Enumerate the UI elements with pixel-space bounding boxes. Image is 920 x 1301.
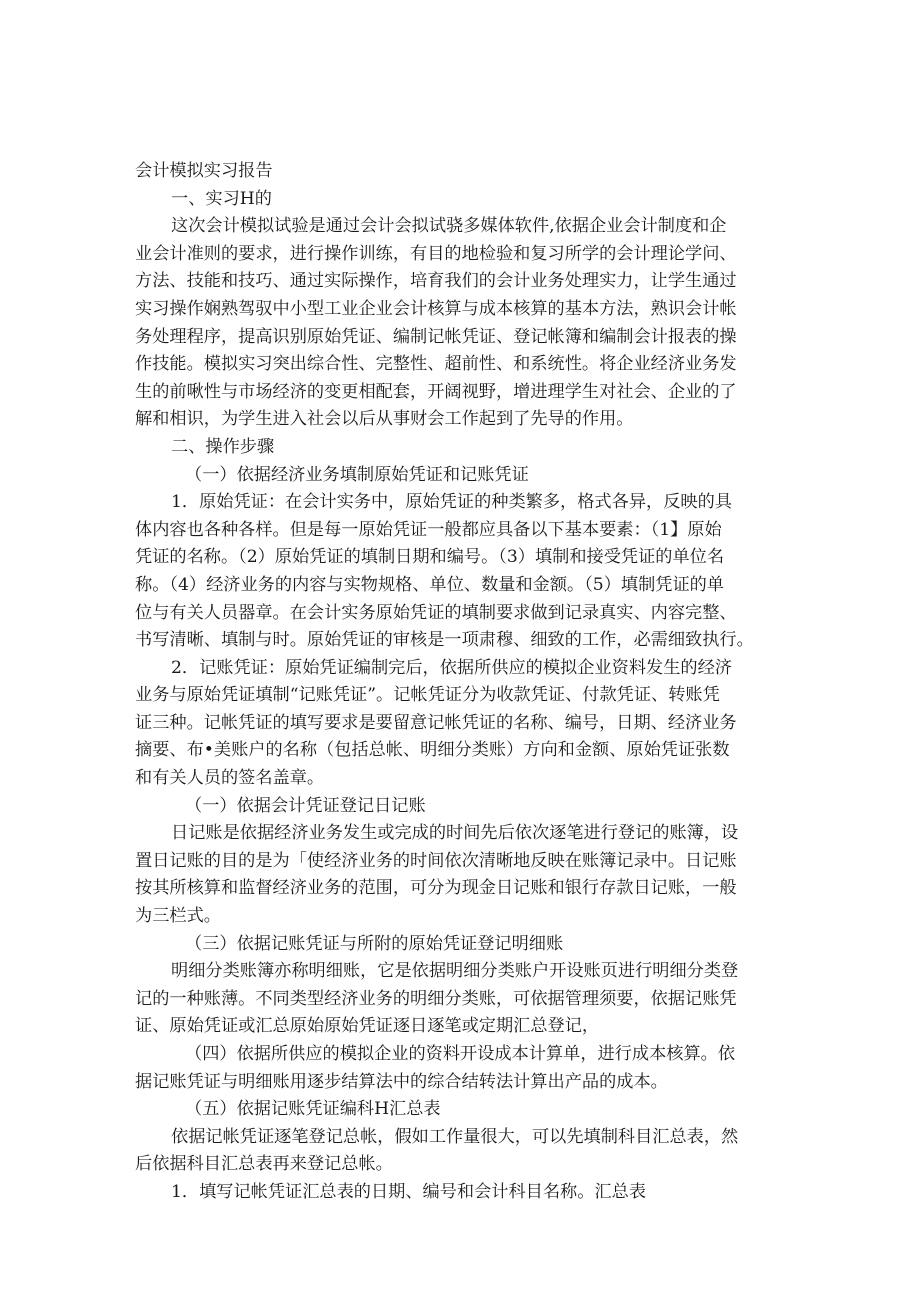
paragraph-line: 后依据科目汇总表再来登记总帐。 [135, 1154, 393, 1175]
document-title: 会计模拟实习报告 [135, 161, 273, 181]
paragraph-line: 置日记账的目的是为「使经济业务的时间依次清晰地反映在账簿记录中。日记账 [135, 850, 737, 871]
paragraph-line: 务处理程序，提高识别原始凭证、编制记帐凭证、登记帐簿和编制会计报表的操 [135, 326, 737, 347]
paragraph-line: 证、原始凭证或汇总原始原始凭证逐日逐笔或定期汇总登记， [135, 1016, 600, 1037]
subsection-heading: （一）依据经济业务填制原始凭证和记账凭证 [185, 464, 529, 485]
paragraph-line: 位与有关人员器章。在会计实务原始凭证的填制要求做到记录真实、内容完整、 [135, 602, 737, 623]
paragraph-line: 业会计准则的要求，进行操作训练，有目的地检验和复习所学的会计理论学问、 [135, 243, 737, 264]
section-heading-purpose: 一、实习H的 [171, 188, 272, 209]
paragraph-line: 依据记帐凭证逐笔登记总帐，假如工作量很大，可以先填制科目汇总表，然 [171, 1126, 739, 1147]
paragraph-line: 2．记账凭证：原始凭证编制完后，依据所供应的模拟企业资料发生的经济 [171, 657, 732, 678]
paragraph-line: 称。（4）经济业务的内容与实物规格、单位、数量和金额。（5）填制凭证的单 [135, 574, 725, 595]
paragraph-line: 和有关人员的签名盖章。 [135, 768, 325, 789]
subsection-heading: （三）依据记账凭证与所附的原始凭证登记明细账 [185, 933, 564, 954]
document-body [135, 158, 785, 1207]
subsection-heading: （一）依据会计凭证登记日记账 [185, 795, 426, 816]
paragraph-line: 证三种。记帐凭证的填写要求是要留意记帐凭证的名称、编号，日期、经济业务 [135, 712, 737, 733]
paragraph-line: 1．填写记帐凭证汇总表的日期、编号和会计科目名称。汇总表 [171, 1181, 647, 1202]
subsection-heading: （五）依据记账凭证编科H汇总表 [185, 1099, 441, 1120]
paragraph-line: 作技能。模拟实习突出综合性、完整性、超前性、和系统性。将企业经济业务发 [135, 354, 737, 375]
paragraph-line: 据记账凭证与明细账用逐步结算法中的综合结转法计算出产品的成本。 [135, 1071, 668, 1092]
paragraph-line: 实习操作娴熟驾驭中小型工业企业会计核算与成本核算的基本方法，熟识会计帐 [135, 298, 737, 319]
paragraph-line: 日记账是依据经济业务发生或完成的时间先后依次逐笔进行登记的账簿，设 [171, 823, 739, 844]
paragraph-line: 为三栏式。 [135, 906, 221, 927]
paragraph-line: 体内容也各种各样。但是每一原始凭证一般都应具备以下基本要素：（1】原始 [135, 519, 722, 540]
paragraph-line: 这次会计模拟试验是通过会计会拟试骁多媒体软件,依据企业会计制度和企 [171, 216, 727, 237]
subsection-heading: （四）依据所供应的模拟企业的资料开设成本计算单，进行成本核算。依 [185, 1044, 736, 1064]
paragraph-line: 方法、技能和技巧、通过实际操作，培育我们的会计业务处理实力，让学生通过 [135, 271, 737, 292]
paragraph-line: 解和相识，为学生进入社会以后从事财会工作起到了先导的作用。 [135, 409, 634, 430]
paragraph-line: 明细分类账簿亦称明细账，它是依据明细分类账户开设账页进行明细分类登 [171, 961, 739, 982]
paragraph-line: 1．原始凭证：在会计实务中，原始凭证的种类繁多，格式各异，反映的具 [171, 492, 732, 513]
paragraph-line: 按其所核算和监督经济业务的范围，可分为现金日记账和银行存款日记账，一般 [135, 878, 737, 899]
paragraph-line: 书写清晰、填制与时。原始凭证的审核是一项肃穆、细致的工作，必需细致执行。 [135, 630, 754, 651]
paragraph-line: 凭证的名称。（2）原始凭证的填制日期和编号。（3）填制和接受凭证的单位名 [135, 547, 725, 568]
section-heading-steps: 二、操作步骤 [171, 436, 275, 457]
paragraph-line: 摘要、布•美账户的名称（包括总帐、明细分类账）方向和金额、原始凭证张数 [135, 740, 730, 761]
paragraph-line: 业务与原始凭证填制“记账凭证”。记帐凭证分为收款凭证、付款凭证、转账凭 [135, 685, 720, 706]
paragraph-line: 记的一种账薄。不同类型经济业务的明细分类账，可依据管理须要，依据记账凭 [135, 988, 737, 1009]
paragraph-line: 生的前啾性与市场经济的变更相配套，开阔视野，增进理学生对社会、企业的了 [135, 381, 737, 402]
